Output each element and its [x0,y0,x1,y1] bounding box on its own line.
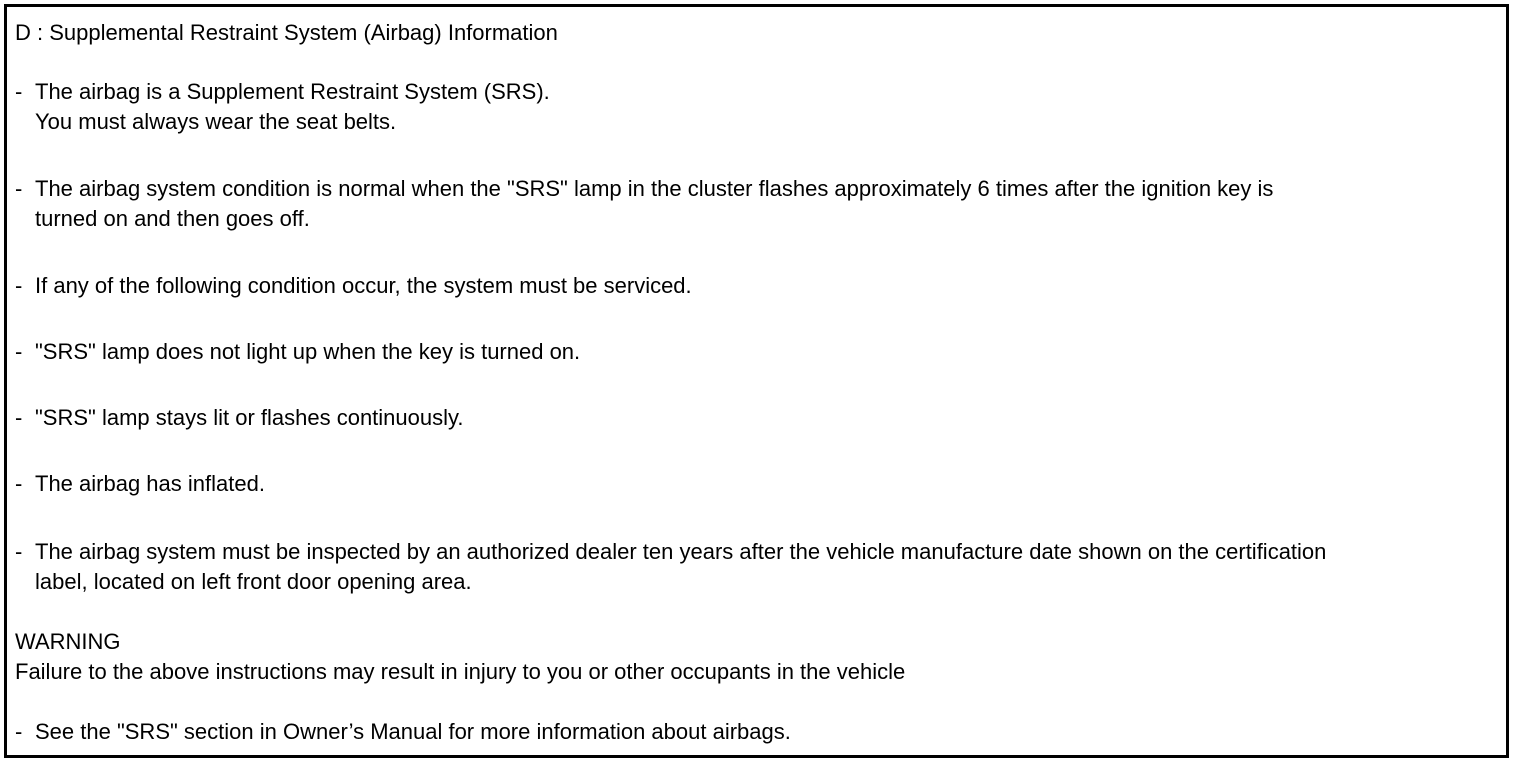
list-item-text: If any of the following condition occur, the system must be serviced. [35,273,692,298]
document-frame [4,4,1509,758]
list-item-text: "SRS" lamp does not light up when the key is turned on. [35,339,581,364]
bullet-dash: - [15,719,23,744]
list-item [15,717,791,747]
list-item [15,403,464,433]
list-item-text: See the "SRS" section in Owner’s Manual for more information about airbags. [35,719,791,744]
bullet-dash: - [15,405,23,430]
list-item-text: The airbag has inflated. [35,471,265,496]
bullet-dash: - [15,176,23,201]
warning-heading: WARNING [15,629,121,654]
list-item-text: The airbag is a Supplement Restraint System (SRS). [35,79,550,104]
list-item-text: The airbag system must be inspected by an authorized dealer ten years after the vehicle manufacture date shown on the certification [35,539,1327,564]
list-item [15,469,265,499]
bullet-dash: - [15,79,23,104]
bullet-dash: - [15,339,23,364]
warning-text: Failure to the above instructions may result in injury to you or other occupants in the vehicle [15,659,906,684]
list-item-continuation: turned on and then goes off. [35,206,310,231]
list-item-continuation: label, located on left front door opening area. [35,569,472,594]
bullet-dash: - [15,539,23,564]
list-item [15,337,580,367]
bullet-dash: - [15,273,23,298]
list-item-text: The airbag system condition is normal when the "SRS" lamp in the cluster flashes approximately 6 times after the ignition key is [35,176,1274,201]
list-item-text: "SRS" lamp stays lit or flashes continuously. [35,405,464,430]
list-item [15,537,1326,567]
list-item [15,271,692,301]
list-item [15,174,1273,204]
list-item-continuation: You must always wear the seat belts. [35,109,397,134]
list-item [15,77,550,107]
bullet-dash: - [15,471,23,496]
document-title: D : Supplemental Restraint System (Airbag) Information [15,20,558,45]
